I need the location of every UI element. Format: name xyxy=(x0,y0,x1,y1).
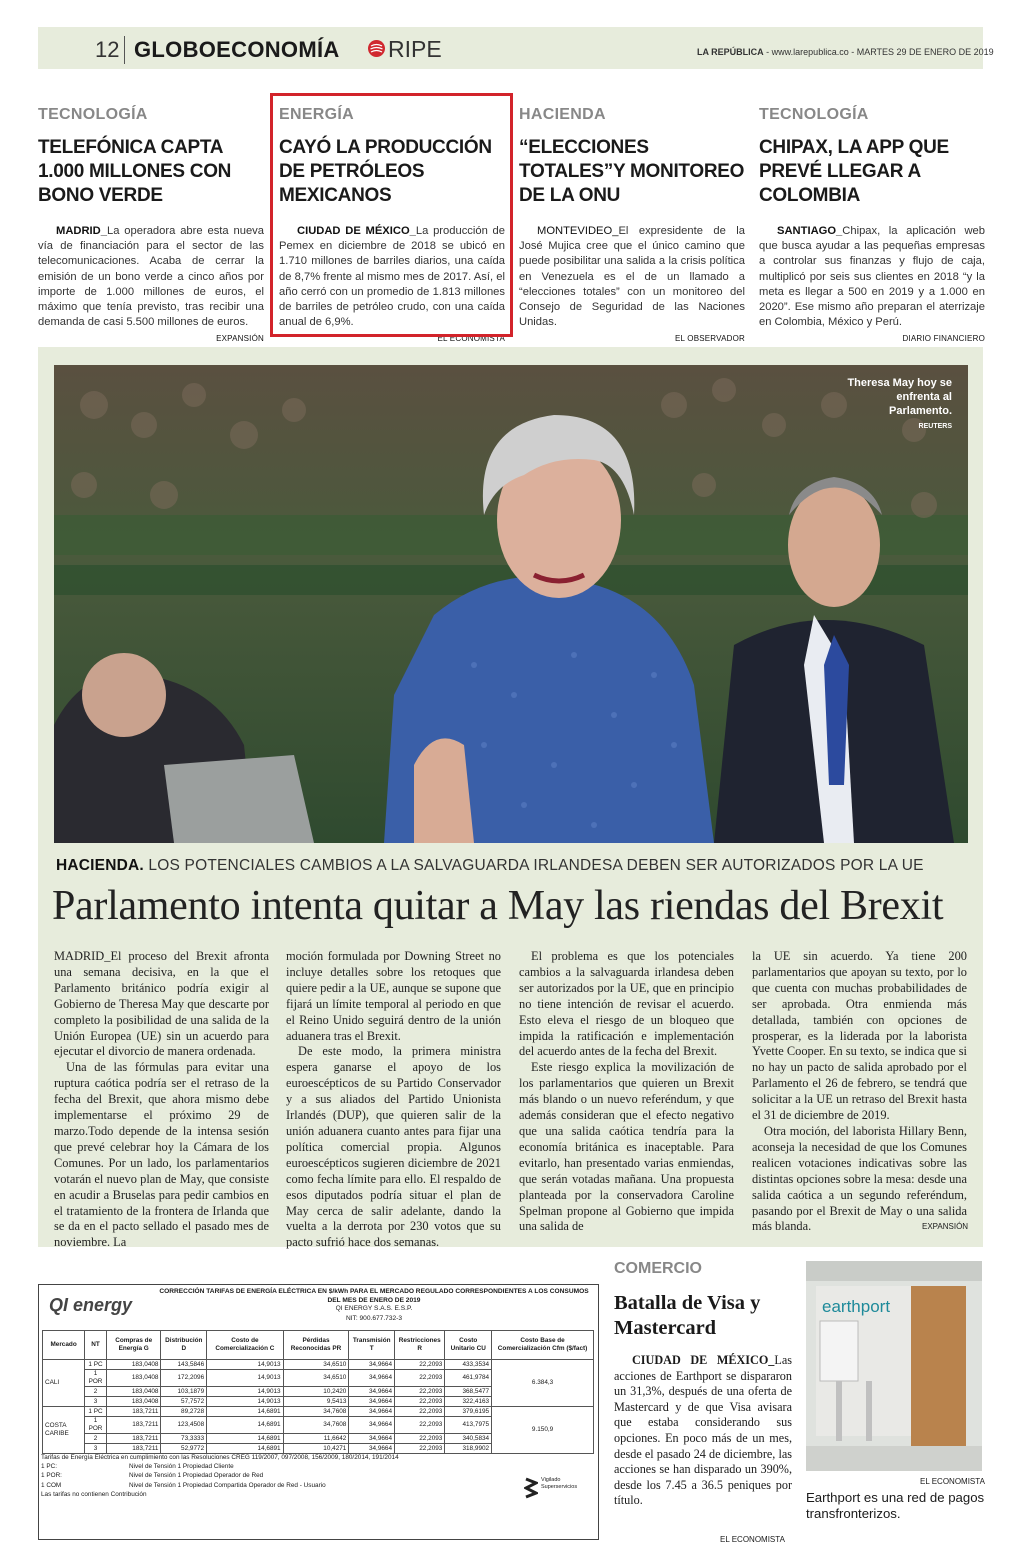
table-cell: 1 POR xyxy=(85,1370,107,1387)
table-cell: 143,5846 xyxy=(161,1360,207,1370)
brief-item xyxy=(519,106,745,343)
brief-source: EL ECONOMISTA xyxy=(437,334,505,344)
article-column-2 xyxy=(286,949,501,1251)
brief-category: TECNOLOGÍA xyxy=(759,106,869,123)
comercio-photo-caption: Earthport es una red de pagos transfronterizos. xyxy=(806,1490,985,1521)
table-header-cell: Pérdidas Reconocidas PR xyxy=(283,1331,349,1360)
table-cell: 14,6891 xyxy=(207,1444,283,1454)
ripe-logo-icon xyxy=(368,40,385,57)
masthead-meta xyxy=(697,47,994,57)
table-cell: 183,0408 xyxy=(106,1387,161,1397)
table-cell: 89,2728 xyxy=(161,1407,207,1417)
table-cell: 413,7975 xyxy=(445,1417,492,1434)
comercio-category: COMERCIO xyxy=(614,1260,702,1277)
brief-title[interactable]: CHIPAX, LA APP QUE PREVÉ LLEGAR A COLOMBIA xyxy=(759,137,949,206)
kicker-label: HACIENDA. xyxy=(56,857,144,874)
superservicios-stamp xyxy=(524,1477,594,1499)
table-cell: 14,9013 xyxy=(207,1360,283,1370)
table-cell: 183,7211 xyxy=(106,1417,161,1434)
table-cell: 183,7211 xyxy=(106,1434,161,1444)
brief-text: La operadora abre esta nueva vía de financiación para el sector de las telecomunicaciones. Acaba de cerrar la emisión de un bono verde a cinco años por importe de 1.000 millones de euros, el máximo que tenía previsto, tras recibir una demanda de casi 5.500 millones de euros. xyxy=(38,225,264,329)
brief-body xyxy=(519,224,745,330)
brief-source: DIARIO FINANCIERO xyxy=(902,334,985,344)
brief-dateline: MONTEVIDEO_ xyxy=(537,225,619,237)
table-cell: 123,4508 xyxy=(161,1417,207,1434)
section-title: GLOBOECONOMÍA xyxy=(134,37,340,62)
market-cell: CALI xyxy=(43,1360,85,1407)
comercio-dateline: CIUDAD DE MÉXICO_ xyxy=(632,1353,775,1367)
table-cell: 11,6642 xyxy=(283,1434,349,1444)
article-paragraph: Este riesgo explica la movilización de los parlamentarios que quieren un Brexit más blando o un nuevo referéndum, y que además consideran que el efecto negativo que una salida caótica tendría para la economía británica es inaceptable. Para evitarlo, han presentado varias enmiendas, que serán votadas mañana. Una propuesta planteada por la conservadora Caroline Spelman propone al Gobierno que impida una salida de xyxy=(519,1060,734,1234)
table-cell: 52,9772 xyxy=(161,1444,207,1454)
brief-title[interactable]: CAYÓ LA PRODUCCIÓN DE PETRÓLEOS MEXICANOS xyxy=(279,137,492,206)
tariff-note: 1 COM Nivel de Tensión 1 Propiedad Compartida Operador de Red - Usuario xyxy=(41,1481,326,1489)
table-header-cell: Costo Unitario CU xyxy=(445,1331,492,1360)
partner-name: RIPE xyxy=(388,36,442,62)
page-number: 12 xyxy=(95,37,120,62)
lead-photo[interactable] xyxy=(54,365,968,843)
table-cell: 22,2093 xyxy=(395,1407,445,1417)
table-cell: 22,2093 xyxy=(395,1397,445,1407)
table-row xyxy=(43,1360,594,1370)
earthport-sign: earthport xyxy=(822,1297,891,1316)
comercio-text: Las acciones de Earthport se dispararon un 31,3%, después de una oferta de Mastercard y de que Visa avisara que estaba considerando sus opciones. En poco más de un mes, desde el pasado 24 de diciembre, las acciones se han disparado un 390%, desde los 7.45 a 36.5 peniques por título. xyxy=(614,1353,792,1508)
tariff-company: QI ENERGY S.A.S. E.S.P. xyxy=(335,1305,413,1312)
brief-text: La producción de Pemex en diciembre de 2018 se ubicó en 1.710 millones de barriles diarios, una caída de 8,7% frente al mismo mes de 2017. Así, el año cerró con un promedio de 1.813 millones de barriles de petróleo crudo, con una caída anual de 6,9%. xyxy=(279,225,505,329)
brief-item xyxy=(38,106,264,343)
highlight-frame xyxy=(270,93,513,337)
table-cell: 340,5834 xyxy=(445,1434,492,1444)
tariff-note: 1 POR: Nivel de Tensión 1 Propiedad Operador de Red xyxy=(41,1472,264,1480)
brief-category: HACIENDA xyxy=(519,106,606,123)
table-cell: 34,7608 xyxy=(283,1417,349,1434)
tariff-table xyxy=(42,1330,594,1454)
table-cell: 14,9013 xyxy=(207,1387,283,1397)
header-divider xyxy=(124,36,125,64)
table-cell: 34,9664 xyxy=(349,1434,395,1444)
table-cell: 73,3333 xyxy=(161,1434,207,1444)
table-row xyxy=(43,1407,594,1417)
table-cell: 1 PC xyxy=(85,1360,107,1370)
table-cell: 318,9902 xyxy=(445,1444,492,1454)
tariff-nit: NIT: 900.677.732-3 xyxy=(345,1315,403,1322)
table-cell: 22,2093 xyxy=(395,1417,445,1434)
table-cell: 461,9784 xyxy=(445,1370,492,1387)
earthport-photo[interactable] xyxy=(806,1261,982,1471)
brief-body xyxy=(759,224,985,330)
table-cell: 2 xyxy=(85,1387,107,1397)
qienergy-logo: QI energy xyxy=(49,1295,133,1315)
table-header-cell: Costo de Comercialización C xyxy=(207,1331,283,1360)
table-cell: 322,4163 xyxy=(445,1397,492,1407)
comercio-photo-source: EL ECONOMISTA xyxy=(920,1477,985,1486)
brief-dateline: MADRID_ xyxy=(56,225,107,237)
brief-source: EXPANSIÓN xyxy=(216,334,264,344)
table-cell: 183,7211 xyxy=(106,1444,161,1454)
table-cell: 3 xyxy=(85,1397,107,1407)
table-cell: 183,0408 xyxy=(106,1397,161,1407)
article-column-3 xyxy=(519,949,734,1235)
table-cell: 14,6891 xyxy=(207,1434,283,1444)
article-paragraph: De este modo, la primera ministra espera ganarse el apoyo de los euroescépticos de su Partido Conservador y a sus aliados del Partido Unionista Irlandés (DUP), que quieren salir de la unión aduanera cuanto antes para fijar una política comercial propia. Algunos euroescépticos sugieren diciembre de 2021 como fecha límite para ello. El respaldo de esos diputados podría situar el plan de May cerca de salir adelante, dando la vuelta a la derrota por 230 votos que su pacto sufrió hace dos semanas. xyxy=(286,1044,501,1250)
kicker-text: LOS POTENCIALES CAMBIOS A LA SALVAGUARDA IRLANDESA DEBEN SER AUTORIZADOS POR LA UE xyxy=(143,857,924,874)
comercio-body xyxy=(614,1353,792,1509)
table-cell: 2 xyxy=(85,1434,107,1444)
table-cell: 14,6891 xyxy=(207,1407,283,1417)
table-cell: 10,4271 xyxy=(283,1444,349,1454)
table-cell: 9,5413 xyxy=(283,1397,349,1407)
article-paragraph: moción formulada por Downing Street no incluye detalles sobre los retoques que quiere pedir a la UE, aunque se supone que fijará un límite temporal al periodo en que el Reino Unido seguirá dentro de la unión aduanera tras el Brexit. xyxy=(286,949,501,1043)
article-paragraph: Una de las fórmulas para evitar una ruptura caótica podría ser el retraso de la fecha del Brexit, que ahora mismo debe implementarse el próximo 29 de marzo.Todo depende de la intensa sesión que prevé celebrar hoy la Cámara de los Comunes. Por un lado, los parlamentarios votarán el nuevo plan de May, que consiste en acudir a Bruselas para pedir cambios en el tratamiento de la frontera de Irlanda que se da en el pacto sellado el pasado mes de noviembre. La xyxy=(54,1060,269,1250)
tariff-note: Tarifas de Energía Eléctrica en cumplimiento con las Resoluciones CREG 119/2007, 097/2008, 156/2009, 180/2014, 191/2014 xyxy=(41,1454,399,1461)
table-cell: 183,7211 xyxy=(106,1407,161,1417)
comercio-source: EL ECONOMISTA xyxy=(720,1535,785,1544)
table-header-cell: Mercado xyxy=(43,1331,85,1360)
article-paragraph: El problema es que los potenciales cambios a la salvaguarda irlandesa deben ser autorizados por la UE, que en principio no tiene intención de revisar el acuerdo. Esto eleva el riesgo de un bloqueo que impida la ratificación e implementación del acuerdo antes de la fecha del Brexit. xyxy=(519,949,734,1059)
table-cell: 1 PC xyxy=(85,1407,107,1417)
photo-caption-text: Theresa May hoy se enfrenta al Parlamento. xyxy=(847,377,952,417)
table-cell: 34,6510 xyxy=(283,1360,349,1370)
brief-text: Chipax, la aplicación web que busca ayudar a las pequeñas empresas a controlar sus finanzas y flujo de caja, multiplicó por seis sus clientes en 2018 “y la meta es llegar a 500 en 2019 y a 1.000 en 2020”. Ese mismo año preparan el aterrizaje en Colombia, México y Perú. xyxy=(759,225,985,329)
table-cell: 22,2093 xyxy=(395,1434,445,1444)
brief-title[interactable]: “ELECCIONES TOTALES”Y MONITOREO DE LA ONU xyxy=(519,137,745,206)
table-cell: 34,9664 xyxy=(349,1370,395,1387)
table-header-cell: NT xyxy=(85,1331,107,1360)
brief-title[interactable]: TELEFÓNICA CAPTA 1.000 MILLONES CON BONO VERDE xyxy=(38,137,232,206)
table-cell: 22,2093 xyxy=(395,1387,445,1397)
table-cell: 3 xyxy=(85,1444,107,1454)
article-paragraph: Otra moción, del laborista Hillary Benn, aconseja la necesidad de que los Comunes realicen votaciones indicativas sobre las distintas opciones sobre la mesa: desde una salida caótica a un segundo referéndum, pasando por el Brexit de May o una salida más blanda. xyxy=(752,1123,967,1234)
brand-name: LA REPÚBLICA xyxy=(697,47,764,57)
table-cell: 34,7608 xyxy=(283,1407,349,1417)
table-cell: 57,7572 xyxy=(161,1397,207,1407)
table-cell: 22,2093 xyxy=(395,1360,445,1370)
article-headline[interactable]: Parlamento intenta quitar a May las riendas del Brexit xyxy=(52,883,944,929)
table-header-cell: Restricciones R xyxy=(395,1331,445,1360)
superservicios-icon xyxy=(524,1477,538,1499)
tariff-note: 1 PC: Nivel de Tensión 1 Propiedad Cliente xyxy=(41,1463,234,1471)
table-cell: 379,6195 xyxy=(445,1407,492,1417)
table-cell: 103,1879 xyxy=(161,1387,207,1397)
table-cell: 172,2096 xyxy=(161,1370,207,1387)
table-cell: 22,2093 xyxy=(395,1370,445,1387)
brief-source: EL OBSERVADOR xyxy=(674,334,745,344)
table-cell: 183,0408 xyxy=(106,1370,161,1387)
table-header-cell: Distribución D xyxy=(161,1331,207,1360)
tariff-notes xyxy=(41,1453,511,1499)
table-cell: 14,9013 xyxy=(207,1397,283,1407)
brief-dateline: CIUDAD DE MÉXICO_ xyxy=(297,225,416,237)
cfm-cell: 9.150,9 xyxy=(492,1407,594,1454)
brief-category: ENERGÍA xyxy=(279,106,354,123)
table-cell: 14,6891 xyxy=(207,1417,283,1434)
table-cell: 368,5477 xyxy=(445,1387,492,1397)
table-cell: 34,6510 xyxy=(283,1370,349,1387)
table-cell: 14,9013 xyxy=(207,1370,283,1387)
table-cell: 34,9664 xyxy=(349,1397,395,1407)
table-cell: 1 POR xyxy=(85,1417,107,1434)
table-header-cell: Compras de Energía G xyxy=(106,1331,161,1360)
brief-text: El expresidente de la José Mujica cree que el único camino que puede posibilitar una salida a la crisis política en Venezuela es el de un llamado a “elecciones totales” con un monitoreo del Consejo de Seguridad de las Naciones Unidas. xyxy=(519,225,745,329)
brief-category: TECNOLOGÍA xyxy=(38,106,148,123)
article-kicker xyxy=(56,857,924,875)
cfm-cell: 6.384,3 xyxy=(492,1360,594,1407)
table-cell: 34,9664 xyxy=(349,1417,395,1434)
table-cell: 22,2093 xyxy=(395,1444,445,1454)
comercio-title[interactable]: Batalla de Visa y Mastercard xyxy=(614,1292,761,1339)
photo-credit: REUTERS xyxy=(918,423,952,430)
brief-body xyxy=(38,224,264,330)
edition-date: - www.larepublica.co - MARTES 29 DE ENERO DE 2019 xyxy=(763,47,994,57)
table-cell: 34,9664 xyxy=(349,1444,395,1454)
photo-caption xyxy=(840,376,952,434)
table-header-cell: Costo Base de Comercialización Cfm ($/fact) xyxy=(492,1331,594,1360)
article-source: EXPANSIÓN xyxy=(922,1222,969,1231)
stamp-text: Vigilado Superservicios xyxy=(541,1477,578,1490)
table-cell: 34,9664 xyxy=(349,1407,395,1417)
table-cell: 183,0408 xyxy=(106,1360,161,1370)
brief-item xyxy=(759,106,985,343)
tariff-notice xyxy=(38,1284,599,1540)
article-paragraph: la UE sin acuerdo. Ya tiene 200 parlamentarios que apoyan su texto, por lo que cuenta con muchas probabilidades de ser aprobada. Otra enmienda más detallada, también con opciones de prosperar, es la liderada por la laborista Yvette Cooper. En su texto, se indica que si no hay un pacto de salida aprobado por el Parlamento el 26 de febrero, se tendrá que solicitar a la UE un retraso del Brexit hasta el 31 de diciembre de 2019. xyxy=(752,949,967,1123)
table-cell: 10,2420 xyxy=(283,1387,349,1397)
table-cell: 34,9664 xyxy=(349,1360,395,1370)
article-column-4 xyxy=(752,949,967,1235)
market-cell: COSTA CARIBE xyxy=(43,1407,85,1454)
article-column-1 xyxy=(54,949,269,1251)
article-paragraph: MADRID_El proceso del Brexit afronta una semana decisiva, en la que el Parlamento británico podría exigir al Gobierno de Theresa May que descarte por completo la posibilidad de una salida de la Unión Europea (UE) sin un acuerdo para ejecutar el divorcio de manera ordenada. xyxy=(54,949,269,1059)
brief-dateline: SANTIAGO_ xyxy=(777,225,843,237)
tariff-note: Las tarifas no contienen Contribución xyxy=(41,1490,147,1498)
table-cell: 433,3534 xyxy=(445,1360,492,1370)
table-cell: 34,9664 xyxy=(349,1387,395,1397)
table-header-cell: Transmisión T xyxy=(349,1331,395,1360)
table-header-row xyxy=(43,1331,594,1360)
tariff-title: CORRECCIÓN TARIFAS DE ENERGÍA ELÉCTRICA EN $/kWh PARA EL MERCADO REGULADO CORRESPONDIENTES A LOS CONSUMOS DEL MES DE ENERO DE 2019 xyxy=(159,1288,589,1304)
